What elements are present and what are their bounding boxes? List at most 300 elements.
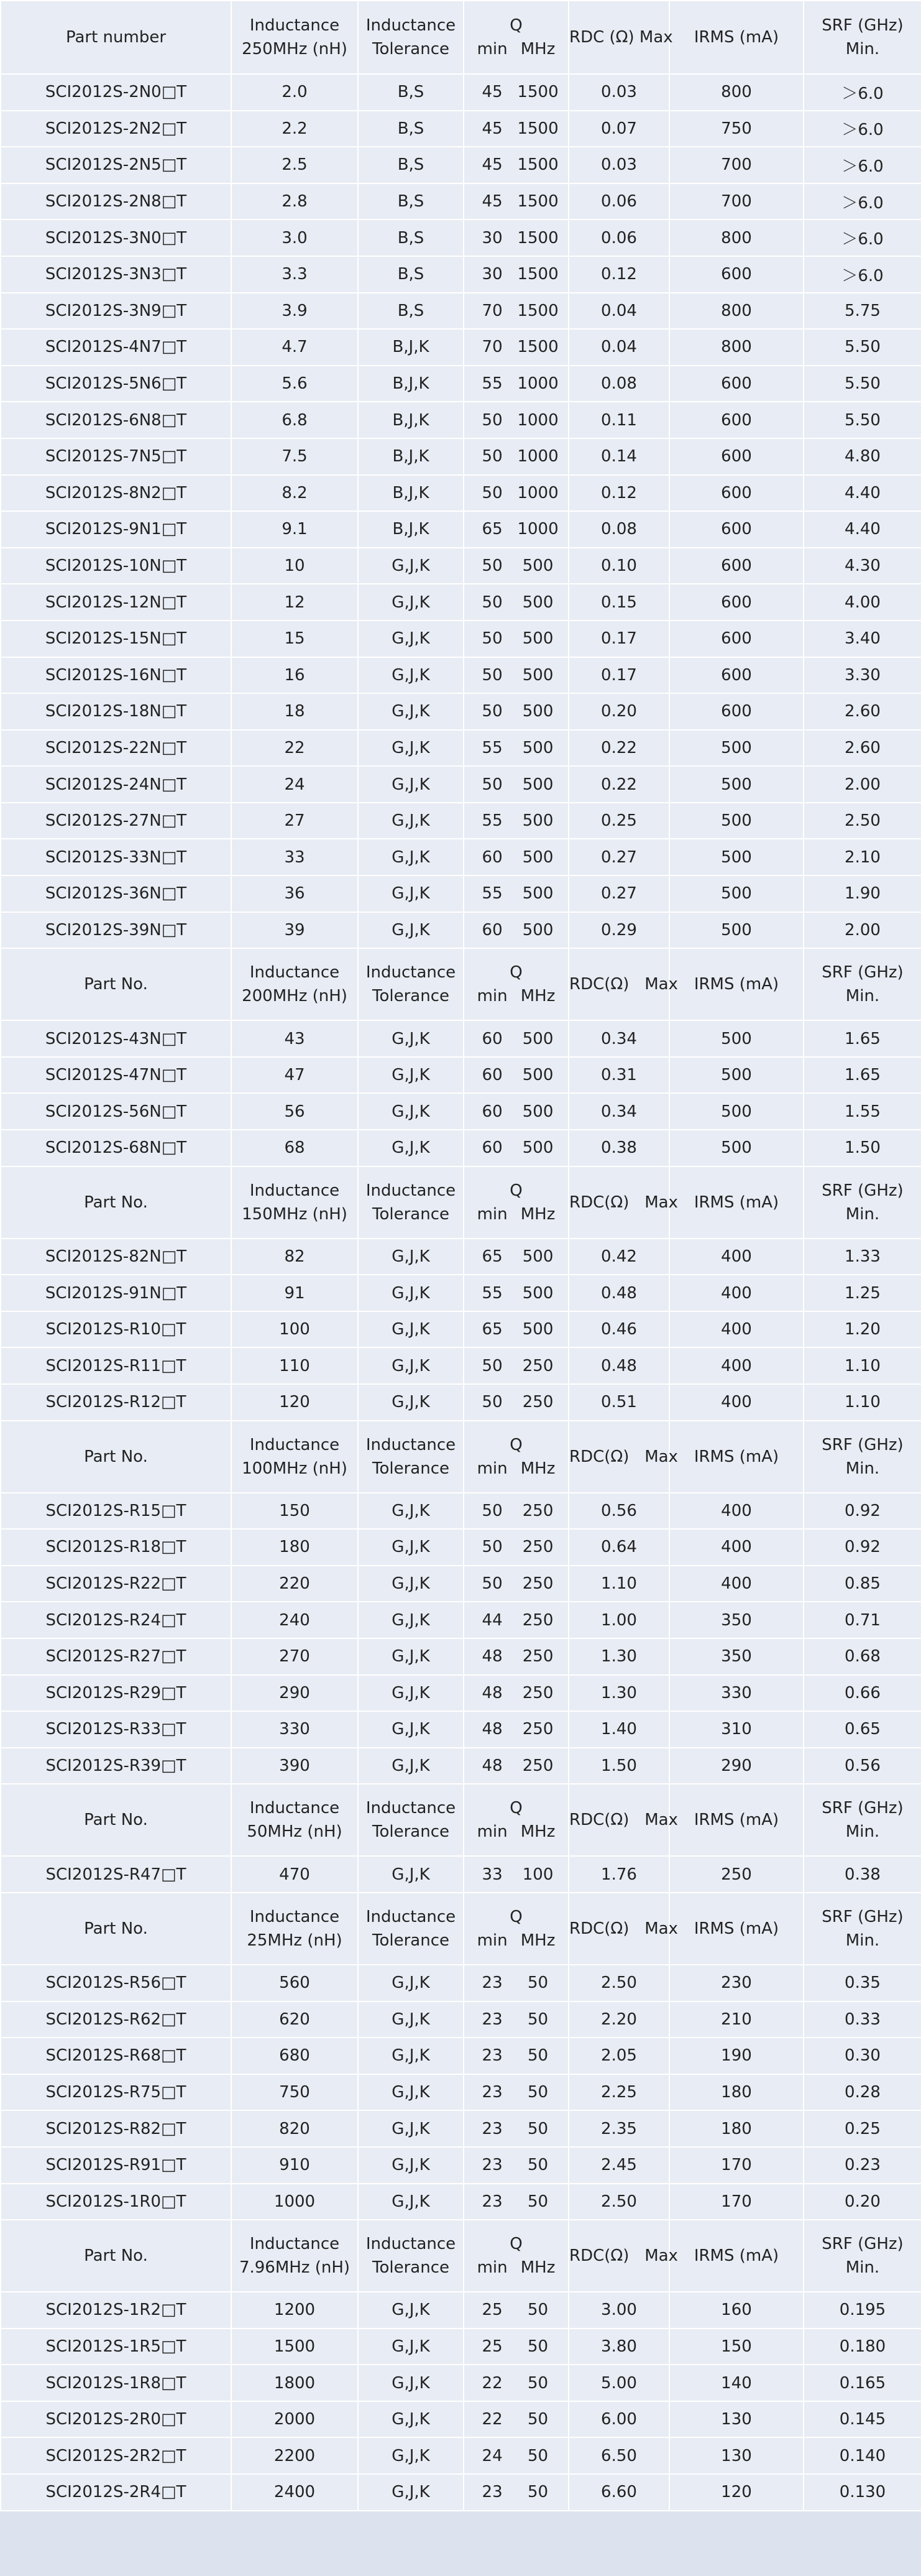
header-part-number [1,1421,231,1493]
header-irms [669,1421,804,1493]
cell-tolerance: G,J,K [358,1965,464,2001]
cell-srf: 1.65 [804,1020,921,1057]
cell-q-min: 50 [482,447,503,466]
table-row [1,402,921,438]
header-rdc [569,948,678,1020]
cell-irms: 130 [669,2401,804,2438]
cell-rdc: 0.34 [569,1020,669,1057]
cell-rdc: 0.17 [569,657,669,694]
cell-q [464,1347,569,1384]
cell-srf: 1.33 [804,1239,921,1275]
header-inductance [231,948,358,1020]
cell-q [464,1748,569,1784]
cell-q [464,511,569,548]
header-rdc-label: RDC(Ω) Max [569,1811,678,1830]
cell-q-mhz: 1000 [517,447,559,466]
cell-inductance: 2.5 [231,147,358,183]
cell-q-mhz: 1500 [517,192,559,211]
cell-q-mhz: 250 [522,1757,554,1776]
header-tolerance [358,948,464,1020]
cell-part-number: SCI2012S-R82□T [1,2110,231,2147]
header-tolerance [358,1421,464,1493]
cell-inductance: 91 [231,1275,358,1311]
cell-q-min: 50 [482,702,503,721]
table-row [1,875,921,912]
cell-q-mhz: 500 [522,1066,554,1085]
cell-part-number: SCI2012S-68N□T [1,1130,231,1166]
cell-irms: 700 [669,183,804,220]
cell-q-min: 50 [482,556,503,576]
table-row [1,111,921,147]
cell-q [464,766,569,803]
cell-irms: 210 [669,2001,804,2038]
cell-q-mhz: 250 [522,1393,554,1412]
cell-q [464,1493,569,1530]
cell-q-mhz: 50 [528,2337,549,2356]
cell-srf: 0.68 [804,1638,921,1675]
cell-q [464,1566,569,1602]
header-part-number-label: Part No. [84,1447,148,1466]
cell-rdc: 2.50 [569,1965,669,2001]
table-row [1,839,921,875]
cell-q-mhz: 50 [528,2119,549,2138]
cell-q-mhz: 250 [522,1610,554,1630]
cell-part-number: SCI2012S-R10□T [1,1311,231,1348]
cell-q [464,1711,569,1748]
cell-srf: 0.33 [804,2001,921,2038]
cell-q [464,2365,569,2401]
cell-tolerance: G,J,K [358,2401,464,2438]
cell-part-number: SCI2012S-1R5□T [1,2329,231,2365]
cell-srf: ＞6.0 [804,74,921,111]
table-row [1,766,921,803]
cell-inductance: 150 [231,1493,358,1530]
cell-part-number: SCI2012S-1R2□T [1,2292,231,2329]
cell-inductance: 82 [231,1239,358,1275]
cell-inductance: 910 [231,2147,358,2184]
cell-inductance: 7.5 [231,438,358,475]
header-srf [804,1784,921,1856]
cell-irms: 310 [669,1711,804,1748]
cell-irms: 350 [669,1602,804,1638]
cell-rdc: 0.46 [569,1311,669,1348]
cell-q [464,2110,569,2147]
header-part-number-label: Part number [65,28,167,47]
cell-q [464,584,569,621]
cell-irms: 600 [669,475,804,512]
cell-q-mhz: 250 [522,1538,554,1557]
cell-inductance: 560 [231,1965,358,2001]
cell-irms: 150 [669,2329,804,2365]
cell-rdc: 2.50 [569,2184,669,2220]
header-tolerance-line2: Tolerance [372,1931,449,1950]
cell-part-number: SCI2012S-16N□T [1,657,231,694]
cell-irms: 130 [669,2437,804,2474]
cell-inductance: 3.3 [231,256,358,293]
cell-rdc: 0.56 [569,1493,669,1530]
cell-rdc: 0.27 [569,875,669,912]
cell-irms: 800 [669,74,804,111]
cell-q-mhz: 1500 [517,155,559,175]
cell-part-number: SCI2012S-2N2□T [1,111,231,147]
table-row [1,147,921,183]
cell-rdc: 0.48 [569,1347,669,1384]
header-q-label: Q [510,16,523,35]
cell-inductance: 2200 [231,2437,358,2474]
cell-q [464,74,569,111]
header-q-mhz: MHz [520,987,556,1006]
table-row [1,584,921,621]
cell-tolerance: G,J,K [358,2074,464,2111]
header-srf [804,948,921,1020]
cell-q-min: 50 [482,629,503,649]
cell-srf: 1.25 [804,1275,921,1311]
cell-inductance: 620 [231,2001,358,2038]
cell-part-number: SCI2012S-2R4□T [1,2474,231,2511]
cell-part-number: SCI2012S-2R2□T [1,2437,231,2474]
cell-tolerance: G,J,K [358,1493,464,1530]
cell-srf: 4.00 [804,584,921,621]
header-q-sub [464,1820,568,1844]
cell-srf: 0.92 [804,1529,921,1566]
header-q-min: min [477,1822,508,1842]
header-inductance [231,1,358,74]
cell-irms: 600 [669,584,804,621]
cell-srf: ＞6.0 [804,147,921,183]
cell-srf: 1.10 [804,1384,921,1421]
table-row [1,912,921,949]
cell-q [464,548,569,584]
cell-q-mhz: 50 [528,2156,549,2175]
cell-q-min: 55 [482,811,503,831]
cell-q-mhz: 50 [528,2301,549,2320]
cell-part-number: SCI2012S-27N□T [1,803,231,839]
header-inductance-line2: 200MHz (nH) [242,987,347,1006]
header-irms [669,1784,804,1856]
cell-q [464,366,569,402]
cell-q-min: 24 [482,2446,503,2465]
cell-q-mhz: 1000 [517,520,559,539]
cell-srf: 0.180 [804,2329,921,2365]
cell-q-mhz: 50 [528,2192,549,2211]
cell-q-min: 23 [482,1974,503,1993]
cell-inductance: 1000 [231,2184,358,2220]
cell-inductance: 18 [231,693,358,730]
header-inductance-line1: Inductance [249,1907,340,1926]
cell-part-number: SCI2012S-2N0□T [1,74,231,111]
cell-q [464,2401,569,2438]
cell-q-min: 22 [482,2373,503,2393]
header-q-label: Q [510,2235,523,2254]
cell-q [464,219,569,256]
header-q-mhz: MHz [520,1822,556,1842]
cell-inductance: 43 [231,1020,358,1057]
header-inductance-line2: 50MHz (nH) [247,1822,342,1842]
cell-inductance: 68 [231,1130,358,1166]
cell-srf: 0.85 [804,1566,921,1602]
cell-part-number: SCI2012S-82N□T [1,1239,231,1275]
header-tolerance-line1: Inductance [365,2235,456,2254]
cell-part-number: SCI2012S-R33□T [1,1711,231,1748]
table-row [1,1239,921,1275]
cell-q-min: 55 [482,374,503,394]
header-inductance-line1: Inductance [249,963,340,982]
header-q-min: min [477,1459,508,1478]
cell-rdc: 0.12 [569,475,669,512]
cell-srf: 5.50 [804,329,921,366]
cell-srf: 1.55 [804,1093,921,1130]
cell-inductance: 1200 [231,2292,358,2329]
cell-q-min: 25 [482,2301,503,2320]
cell-inductance: 33 [231,839,358,875]
table-row [1,1275,921,1311]
cell-q-mhz: 500 [522,1320,554,1339]
cell-irms: 500 [669,1020,804,1057]
cell-srf: 3.40 [804,621,921,657]
cell-tolerance: G,J,K [358,2147,464,2184]
cell-q-min: 48 [482,1720,503,1739]
cell-part-number: SCI2012S-R12□T [1,1384,231,1421]
header-q-mhz: MHz [520,1931,556,1950]
cell-q-mhz: 500 [522,920,554,939]
header-tolerance-line1: Inductance [365,1435,456,1454]
cell-q-min: 23 [482,2483,503,2502]
header-tolerance-line1: Inductance [365,1181,456,1200]
cell-q-mhz: 50 [528,2083,549,2102]
cell-srf: 1.20 [804,1311,921,1348]
header-tolerance-line2: Tolerance [372,1822,449,1842]
header-tolerance-line2: Tolerance [372,987,449,1006]
cell-q [464,1057,569,1094]
cell-irms: 400 [669,1311,804,1348]
cell-q-mhz: 500 [522,1138,554,1158]
header-row [1,948,921,1020]
cell-q-mhz: 100 [522,1865,554,1884]
cell-q-min: 50 [482,1538,503,1557]
header-row [1,2220,921,2292]
cell-q-min: 23 [482,2119,503,2138]
header-part-number [1,1166,231,1239]
table-row [1,2474,921,2511]
header-q-min: min [477,1204,508,1224]
cell-q [464,329,569,366]
cell-tolerance: G,J,K [358,912,464,949]
cell-irms: 140 [669,2365,804,2401]
cell-q-min: 65 [482,1320,503,1339]
cell-q [464,2038,569,2074]
cell-tolerance: G,J,K [358,1347,464,1384]
cell-q [464,2147,569,2184]
cell-rdc: 6.60 [569,2474,669,2511]
header-inductance [231,2220,358,2292]
cell-inductance: 10 [231,548,358,584]
cell-rdc: 0.10 [569,548,669,584]
header-inductance-line1: Inductance [249,1435,340,1454]
cell-tolerance: G,J,K [358,1748,464,1784]
cell-srf: 4.40 [804,511,921,548]
cell-q-min: 22 [482,2410,503,2429]
cell-q-mhz: 1500 [517,119,559,138]
header-part-number-label: Part No. [84,2246,148,2266]
cell-inductance: 290 [231,1675,358,1712]
cell-q-mhz: 500 [522,1102,554,1121]
cell-rdc: 0.03 [569,147,669,183]
header-tolerance-line1: Inductance [365,1799,456,1818]
cell-rdc: 2.05 [569,2038,669,2074]
table-row [1,2110,921,2147]
cell-part-number: SCI2012S-R39□T [1,1748,231,1784]
cell-srf: 2.00 [804,766,921,803]
cell-rdc: 1.00 [569,1602,669,1638]
cell-srf: 0.65 [804,1711,921,1748]
cell-tolerance: G,J,K [358,1239,464,1275]
cell-rdc: 0.12 [569,256,669,293]
cell-rdc: 0.15 [569,584,669,621]
cell-srf: 0.35 [804,1965,921,2001]
cell-inductance: 5.6 [231,366,358,402]
cell-q [464,912,569,949]
cell-irms: 400 [669,1566,804,1602]
cell-irms: 500 [669,839,804,875]
cell-inductance: 680 [231,2038,358,2074]
cell-srf: 5.75 [804,293,921,330]
cell-q-mhz: 1500 [517,301,559,320]
cell-irms: 600 [669,548,804,584]
cell-srf: 0.38 [804,1856,921,1893]
header-rdc-label: RDC (Ω) Max [569,28,673,47]
cell-tolerance: G,J,K [358,621,464,657]
header-inductance-line2: 100MHz (nH) [242,1459,347,1478]
cell-q [464,293,569,330]
table-row [1,1711,921,1748]
header-srf [804,1421,921,1493]
cell-part-number: SCI2012S-3N0□T [1,219,231,256]
cell-irms: 500 [669,766,804,803]
header-inductance-line1: Inductance [249,1799,340,1818]
cell-irms: 400 [669,1529,804,1566]
cell-q [464,839,569,875]
cell-q [464,1856,569,1893]
cell-tolerance: G,J,K [358,2184,464,2220]
cell-tolerance: B,J,K [358,402,464,438]
cell-part-number: SCI2012S-R24□T [1,1602,231,1638]
header-inductance-line2: 25MHz (nH) [247,1931,342,1950]
cell-irms: 600 [669,366,804,402]
cell-irms: 500 [669,912,804,949]
cell-q [464,1130,569,1166]
cell-q-min: 45 [482,155,503,175]
cell-rdc: 1.50 [569,1748,669,1784]
table-row [1,621,921,657]
cell-q-min: 55 [482,1283,503,1303]
cell-srf: 5.50 [804,402,921,438]
cell-part-number: SCI2012S-10N□T [1,548,231,584]
header-q-label: Q [510,1907,523,1926]
header-inductance-line2: 150MHz (nH) [242,1204,347,1224]
header-irms [669,1893,804,1965]
header-tolerance [358,1166,464,1239]
cell-q-mhz: 500 [522,847,554,867]
cell-inductance: 2.8 [231,183,358,220]
header-inductance-line1: Inductance [249,1181,340,1200]
cell-tolerance: G,J,K [358,1675,464,1712]
cell-tolerance: G,J,K [358,657,464,694]
table-row [1,803,921,839]
cell-tolerance: G,J,K [358,1275,464,1311]
table-row [1,1748,921,1784]
cell-q-mhz: 1000 [517,410,559,430]
cell-inductance: 24 [231,766,358,803]
cell-q-mhz: 500 [522,775,554,794]
table-row [1,730,921,767]
header-tolerance-line1: Inductance [365,16,456,35]
cell-q-min: 65 [482,520,503,539]
cell-irms: 500 [669,875,804,912]
cell-part-number: SCI2012S-56N□T [1,1093,231,1130]
cell-rdc: 3.80 [569,2329,669,2365]
cell-irms: 500 [669,1057,804,1094]
table-row [1,366,921,402]
header-srf-line1: SRF (GHz) [822,1181,904,1200]
header-irms-label: IRMS (mA) [694,975,779,994]
header-srf-line1: SRF (GHz) [822,1435,904,1454]
cell-irms: 400 [669,1493,804,1530]
table-body [1,1,921,2511]
cell-tolerance: G,J,K [358,584,464,621]
header-srf [804,1166,921,1239]
header-q-min: min [477,2258,508,2278]
cell-part-number: SCI2012S-39N□T [1,912,231,949]
cell-part-number: SCI2012S-18N□T [1,693,231,730]
cell-part-number: SCI2012S-7N5□T [1,438,231,475]
cell-irms: 400 [669,1239,804,1275]
cell-srf: 1.50 [804,1130,921,1166]
header-irms [669,948,804,1020]
table-row [1,2001,921,2038]
cell-q [464,1275,569,1311]
cell-inductance: 1500 [231,2329,358,2365]
cell-tolerance: B,J,K [358,511,464,548]
cell-tolerance: G,J,K [358,548,464,584]
cell-q-mhz: 1500 [517,265,559,284]
cell-inductance: 16 [231,657,358,694]
cell-q-min: 50 [482,1501,503,1520]
cell-q-min: 50 [482,483,503,502]
cell-part-number: SCI2012S-12N□T [1,584,231,621]
cell-irms: 120 [669,2474,804,2511]
cell-q-mhz: 50 [528,2446,549,2465]
cell-tolerance: G,J,K [358,1130,464,1166]
cell-q [464,438,569,475]
cell-inductance: 3.9 [231,293,358,330]
cell-tolerance: G,J,K [358,2038,464,2074]
header-part-number [1,948,231,1020]
cell-irms: 800 [669,293,804,330]
cell-part-number: SCI2012S-R68□T [1,2038,231,2074]
header-q-mhz: MHz [520,2258,556,2278]
cell-srf: 4.40 [804,475,921,512]
cell-rdc: 0.48 [569,1275,669,1311]
header-srf-line1: SRF (GHz) [822,1799,904,1818]
cell-q [464,1529,569,1566]
cell-rdc: 0.08 [569,366,669,402]
cell-srf: 0.165 [804,2365,921,2401]
table-row [1,2401,921,2438]
cell-q [464,621,569,657]
cell-q [464,1965,569,2001]
cell-srf: ＞6.0 [804,219,921,256]
cell-irms: 600 [669,256,804,293]
